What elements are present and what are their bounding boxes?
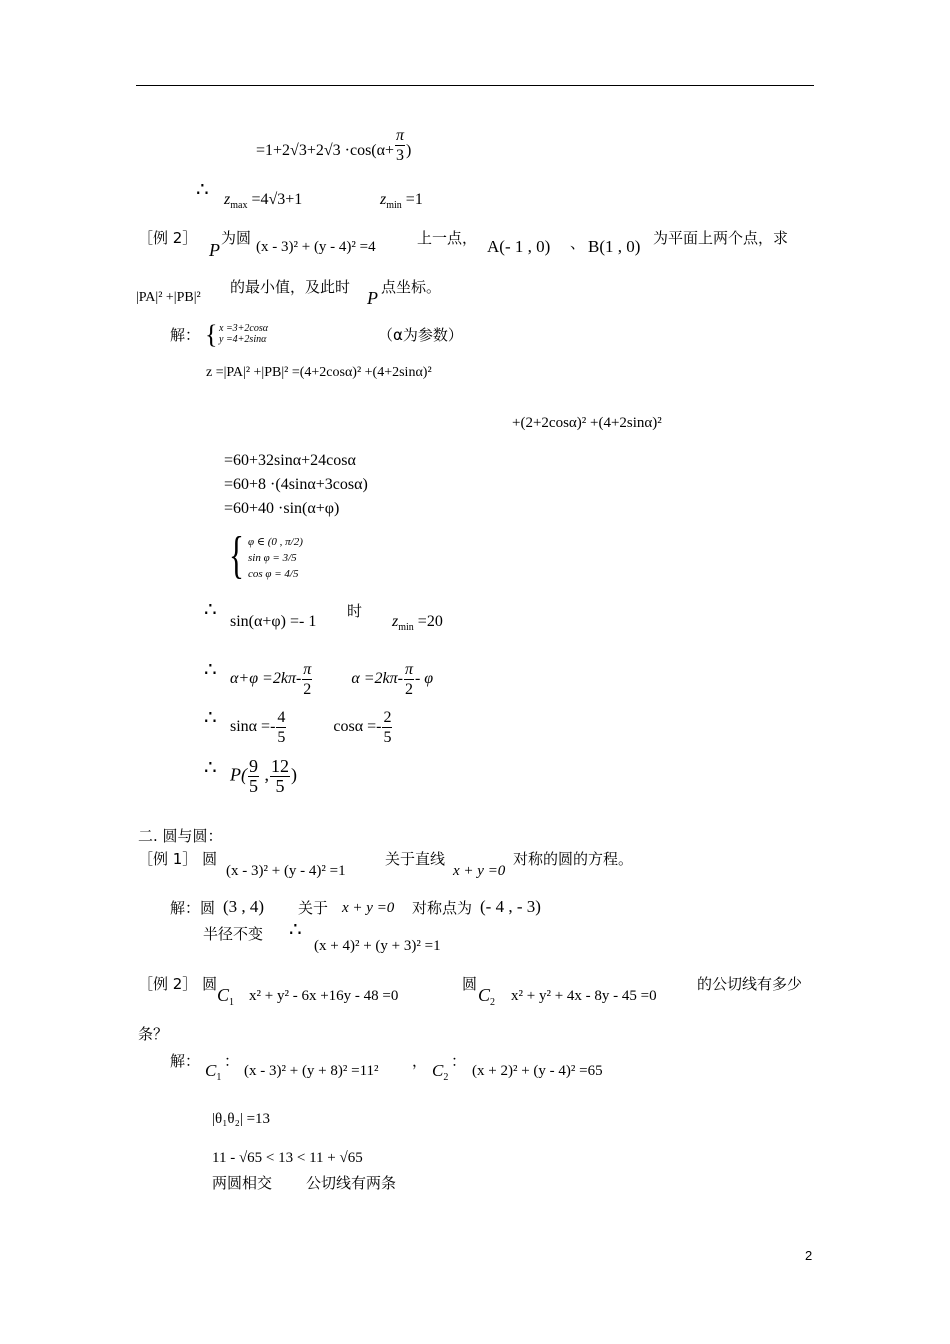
e1-text-1: 关于直线 — [385, 850, 446, 868]
eq-3: =60+40 ·sin(α+φ) — [224, 500, 340, 517]
c1-standard-form: (x - 3)² + (y + 8)² =11² — [244, 1063, 379, 1079]
point-p-2: P — [367, 288, 378, 308]
ex2-sep: 、 — [570, 234, 586, 252]
colon-1: ： — [224, 1052, 240, 1070]
when-text: 时 — [347, 602, 363, 620]
ex2-text-1: 为圆 — [221, 229, 252, 247]
section-2-heading: 二. 圆与圆： — [138, 827, 223, 845]
zmin-20: $z_{min} =20$ — [392, 613, 443, 633]
therefore-4: ∴ — [204, 707, 217, 729]
phi-range: φ ∈ (0 , π/2) — [248, 536, 303, 548]
point-p-coords: P( $\frac{9}{5}$ , $\frac{12}{5}$ ) — [230, 756, 297, 796]
e1-text-3: 关于 — [298, 899, 329, 917]
c2-standard-form: (x + 2)² + (y - 4)² =65 — [472, 1063, 603, 1079]
expr-line-1: =1+2√3+2√3 ·cos(α+ $\frac{\pi}{3}$ ) — [256, 127, 412, 164]
phi-brace: { — [229, 527, 244, 584]
eq-1: =60+32sinα+24cosα — [224, 452, 356, 469]
ex2-circle-eq: (x - 3)² + (y - 4)² =4 — [256, 239, 376, 255]
e1-line-eq-2: x + y =0 — [342, 900, 395, 916]
c1-standard-label: $C_1$ — [205, 1061, 222, 1083]
e2-text-3: 条？ — [138, 1025, 169, 1043]
point-b: B(1 , 0) — [588, 237, 641, 256]
zmin-line: $z_{min} =1$ — [380, 191, 423, 211]
point-p: P — [209, 240, 220, 260]
header-rule — [136, 85, 814, 86]
e1-point: (3 , 4) — [223, 897, 265, 916]
solution-label: 解： — [170, 326, 201, 344]
zmax-line: $z_{max} =4√3+1$ — [224, 191, 303, 211]
param-note: （α为参数） — [378, 326, 463, 344]
therefore-6: ∴ — [289, 919, 302, 941]
therefore-1: ∴ — [196, 179, 209, 201]
sin-cos-values: sinα =- $\frac{4}{5}$ cosα =- $\frac{2}{5}$ — [230, 709, 392, 746]
e1-answer: (x + 4)² + (y + 3)² =1 — [314, 938, 441, 954]
phi-cos: cos φ = 4/5 — [248, 568, 299, 580]
param-x: x =3+2cosα — [219, 323, 269, 334]
e1-symmetric-point: (- 4 , - 3) — [480, 897, 541, 916]
e1-text-5: 半径不变 — [203, 925, 264, 943]
therefore-3: ∴ — [204, 659, 217, 681]
c2-standard-label: $C_2$ — [432, 1061, 449, 1083]
c2-label: $C_2$ — [478, 985, 496, 1008]
c1-label: $C_1$ — [217, 985, 235, 1008]
e2-sep: ， — [412, 1052, 428, 1070]
c1-equation: x² + y² - 6x +16y - 48 =0 — [249, 988, 399, 1004]
e2-solution: 解： — [170, 1052, 201, 1070]
e2-text-2: 的公切线有多少 — [697, 975, 803, 993]
sin-min-eq: sin(α+φ) =- 1 — [230, 613, 317, 630]
alpha-eq: α+φ =2kπ- $\frac{\pi}{2}$ α =2kπ- $\frac{\pi}{2}$ - φ — [230, 661, 434, 698]
e1-text-4: 对称点为 — [412, 899, 473, 917]
center-distance: |θ₁θ₂| =13 — [212, 1111, 271, 1127]
example-2b-label: ［例 2］ 圆 — [138, 975, 218, 993]
param-brace: { — [205, 320, 218, 349]
ex2-text-4: 的最小值，及此时 — [230, 278, 351, 296]
c2-equation: x² + y² + 4x - 8y - 45 =0 — [511, 988, 657, 1004]
ex2-text-2: 上一点， — [417, 229, 478, 247]
e1-circle-eq: (x - 3)² + (y - 4)² =1 — [226, 863, 346, 879]
e1-text-2: 对称的圆的方程。 — [513, 850, 634, 868]
e2-text-1: 圆 — [462, 975, 478, 993]
example-2-label: ［例 2］ — [138, 229, 198, 247]
e1-solution: 解：圆 — [170, 899, 216, 917]
e1-line-eq: x + y =0 — [453, 863, 506, 879]
page-number: 2 — [805, 1248, 813, 1263]
z-line-continued: +(2+2cosα)² +(4+2sinα)² — [512, 415, 662, 431]
ex2-text-3: 为平面上两个点，求 — [653, 229, 789, 247]
param-y: y =4+2sinα — [219, 334, 267, 345]
point-a: A(- 1 , 0) — [487, 237, 551, 256]
conclusion-intersect: 两圆相交 — [212, 1174, 273, 1192]
conclusion-tangents: 公切线有两条 — [306, 1174, 397, 1192]
colon-2: ： — [451, 1052, 467, 1070]
ex2-expression: |PA|² +|PB|² — [136, 290, 201, 305]
z-line: z =|PA|² +|PB|² =(4+2cosα)² +(4+2sinα)² — [206, 365, 432, 380]
therefore-5: ∴ — [204, 757, 217, 779]
phi-sin: sin φ = 3/5 — [248, 552, 297, 564]
radius-inequality: 11 - √65 < 13 < 11 + √65 — [212, 1150, 363, 1166]
ex2-text-5: 点坐标。 — [381, 278, 442, 296]
eq-2: =60+8 ·(4sinα+3cosα) — [224, 476, 368, 493]
example-1-label: ［例 1］ 圆 — [138, 850, 218, 868]
therefore-2: ∴ — [204, 599, 217, 621]
